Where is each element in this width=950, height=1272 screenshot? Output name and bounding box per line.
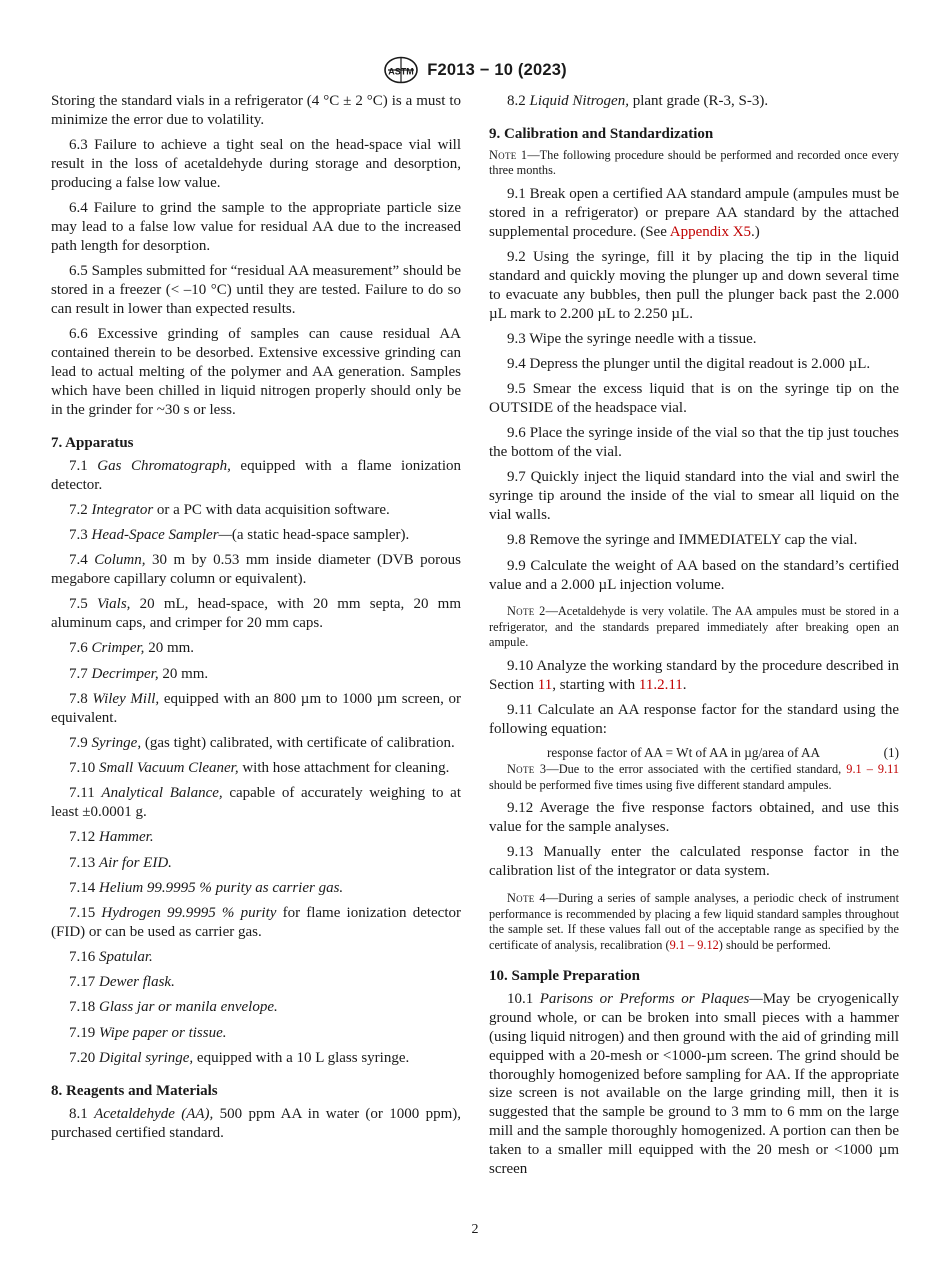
item-term: Spatular. — [99, 949, 153, 966]
item-term: Head-Space Sampler— — [91, 526, 232, 543]
item-description: plant grade (R-3, S-3). — [628, 93, 769, 109]
item-number: 7.7 — [69, 665, 88, 682]
item-term: Hammer. — [99, 829, 154, 846]
paragraph-9-2: 9.2 Using the syringe, fill it by placing the tip in the liquid standard and quickly moving the plunger up and down several time to evacuate any bubbles, then pull the plunger back past the 2.000 µL mark to 2.200 µL to 2.250 µL. — [489, 248, 899, 322]
note-4 — [489, 891, 899, 953]
note-1 — [489, 148, 899, 179]
paragraph-6-2-continued: Storing the standard vials in a refrigerator (4 °C ± 2 °C) is a must to minimize the error due to volatility. — [51, 93, 461, 128]
paragraph-9-9: 9.9 Calculate the weight of AA based on the standard’s certified value and a 2.000 µL injection volume. — [489, 557, 899, 593]
item-term: Helium 99.9995 % purity as carrier gas. — [99, 879, 344, 896]
apparatus-item — [51, 665, 461, 684]
item-number: 7.10 — [69, 760, 96, 777]
item-term: Digital syringe, — [99, 1049, 194, 1066]
item-number: 7.13 — [69, 854, 96, 871]
item-number: 7.9 — [69, 734, 88, 751]
item-description: equipped with a flame ionization detector. — [51, 457, 462, 493]
note-text-end: ) should be performed. — [718, 937, 831, 952]
apparatus-item — [51, 854, 461, 873]
apparatus-item — [51, 457, 461, 495]
item-number: 7.18 — [69, 999, 96, 1016]
section-10-heading: 10. Sample Preparation — [489, 968, 640, 985]
document-id: F2013 − 10 (2023) — [427, 60, 567, 79]
item-term: Glass jar or manila envelope. — [99, 999, 278, 1016]
apparatus-item — [51, 759, 461, 778]
item-term: Gas Chromatograph, — [97, 457, 231, 474]
item-term: Wiley Mill, — [92, 690, 160, 707]
item-description: 20 mm. — [158, 665, 209, 682]
svg-text:ASTM: ASTM — [388, 66, 414, 77]
paragraph-10-1 — [489, 990, 899, 1179]
right-column — [489, 92, 899, 1185]
paragraph-9-10 — [489, 657, 899, 695]
astm-logo-icon — [383, 56, 419, 84]
item-description: equipped with an 800 µm to 1000 µm screen, or equivalent. — [51, 690, 461, 726]
item-description: 30 m by 0.53 mm inside diameter (DVB porous megabore capillary column or equivalent). — [51, 552, 461, 588]
item-description: capable of accurately weighing to at least ±0.0001 g. — [51, 785, 462, 821]
note-2 — [489, 604, 899, 651]
item-term: Hydrogen 99.9995 % purity — [101, 904, 277, 921]
note-label: Note 3 — [507, 762, 547, 777]
paragraph-9-6: 9.6 Place the syringe inside of the vial so that the tip just touches the bottom of the vial. — [489, 425, 899, 461]
note-label: Note 1 — [489, 147, 528, 162]
item-number: 7.15 — [69, 904, 96, 921]
item-term: Air for EID. — [99, 854, 172, 871]
section-11-link[interactable]: 11 — [537, 676, 553, 693]
apparatus-item — [51, 595, 461, 633]
paragraph-text-mid: , starting with — [552, 676, 639, 693]
note-text: —The following procedure should be performed and recorded once every three months. — [489, 147, 899, 178]
paragraph-6-6: 6.6 Excessive grinding of samples can cause residual AA contained therein to be desorbed. Extensive excessive grinding can lead to actual melting of the polymer and AA generation. Samples which have been chilled in liquid nitrogen properly should only be in the grinder for ~30 s or less. — [51, 326, 461, 418]
paragraph-text: 9.1 Break open a certified AA standard ampule (ampules must be stored in a refrigerator) or prepare AA standard by the attached supplemental procedure. (See — [489, 185, 899, 240]
item-description: equipped with a 10 L glass syringe. — [193, 1049, 410, 1066]
apparatus-item — [51, 904, 461, 942]
item-number: 7.11 — [69, 785, 95, 802]
item-number: 7.2 — [69, 501, 88, 518]
item-number: 7.4 — [69, 552, 88, 569]
apparatus-item — [51, 526, 461, 545]
item-term: Dewer flask. — [99, 974, 175, 991]
section-8-heading: 8. Reagents and Materials — [51, 1082, 218, 1099]
paragraph-6-4: 6.4 Failure to grind the sample to the appropriate particle size may lead to a false low value for residual AA due to the increased path length for desorption. — [51, 200, 461, 254]
item-number: 7.8 — [69, 690, 88, 707]
apparatus-item — [51, 690, 461, 728]
item-number: 7.14 — [69, 879, 96, 896]
note-text: —Due to the error associated with the certified standard, — [546, 762, 847, 777]
range-9-1-9-12-link[interactable]: 9.1 – 9.12 — [669, 937, 719, 952]
paragraph-9-1 — [489, 185, 899, 242]
apparatus-item — [51, 1024, 461, 1043]
equation-number: (1) — [883, 745, 899, 761]
apparatus-item — [51, 828, 461, 847]
equation-1 — [489, 745, 899, 761]
item-term: Wipe paper or tissue. — [99, 1024, 227, 1041]
note-label: Note 2 — [507, 604, 546, 619]
item-description: (gas tight) calibrated, with certificate of calibration. — [141, 734, 455, 751]
item-term: Crimper, — [91, 640, 145, 657]
item-term: Small Vacuum Cleaner, — [99, 760, 239, 777]
item-number: 7.16 — [69, 949, 96, 966]
appendix-x5-link[interactable]: Appendix X5 — [669, 223, 752, 240]
section-11-2-11-link[interactable]: 11.2.11 — [638, 676, 683, 693]
item-number: 7.3 — [69, 526, 88, 543]
item-term: Acetaldehyde (AA), — [94, 1105, 214, 1122]
apparatus-item — [51, 501, 461, 520]
note-label: Note 4 — [507, 891, 546, 906]
paragraph-9-5: 9.5 Smear the excess liquid that is on the syringe tip on the OUTSIDE of the headspace vial. — [489, 381, 899, 417]
note-text: —Acetaldehyde is very volatile. The AA ampules must be stored in a refrigerator, and the standards prepared immediately after breaking open an ampule. — [489, 604, 900, 650]
item-term: Syringe, — [91, 734, 142, 751]
item-description: for flame ionization detector (FID) or can be used as carrier gas. — [51, 904, 461, 940]
apparatus-item — [51, 879, 461, 898]
item-number: 10.1 — [507, 990, 534, 1007]
apparatus-item — [51, 551, 461, 589]
item-term: Liquid Nitrogen, — [529, 93, 629, 109]
item-term: Column, — [94, 552, 146, 569]
paragraph-text: 9.10 Analyze the working standard by the procedure described in Section — [489, 657, 899, 693]
apparatus-item — [51, 639, 461, 658]
note-3 — [489, 762, 899, 793]
item-number: 7.5 — [69, 596, 88, 613]
paragraph-8-1 — [51, 1105, 461, 1143]
page-number: 2 — [471, 1222, 479, 1237]
item-number: 7.6 — [69, 640, 88, 657]
item-description: with hose attachment for cleaning. — [238, 760, 450, 777]
note-text-end: should be performed five times using five different standard ampules. — [489, 777, 832, 792]
item-number: 7.1 — [69, 457, 88, 474]
paragraph-9-3: 9.3 Wipe the syringe needle with a tissue. — [507, 330, 757, 347]
page-header — [0, 56, 950, 84]
item-number: 8.2 — [507, 93, 526, 109]
item-description: 500 ppm AA in water (or 1000 ppm), purchased certified standard. — [51, 1105, 462, 1141]
item-description: (a static head-space sampler). — [231, 526, 410, 543]
item-number: 7.12 — [69, 829, 96, 846]
item-number: 7.19 — [69, 1024, 96, 1041]
apparatus-item — [51, 734, 461, 753]
paragraph-9-7: 9.7 Quickly inject the liquid standard into the vial and swirl the syringe tip around the inside of the vial to smear all liquid on the vial walls. — [489, 469, 899, 524]
item-number: 7.20 — [69, 1049, 96, 1066]
item-term: Integrator — [91, 501, 154, 518]
item-number: 8.1 — [69, 1105, 88, 1122]
paragraph-text-end: .) — [751, 223, 760, 240]
item-description: or a PC with data acquisition software. — [153, 501, 390, 518]
item-description: 20 mL, head-space, with 20 mm septa, 20 mm aluminum caps, and crimper for 20 mm caps. — [51, 596, 462, 632]
note-text: —During a series of sample analyses, a periodic check of instrument performance is recommended by placing a few liquid standard samples throughout the sample set. If these values fall out of the acceptable range as specified by the certificate of analysis, recalibration ( — [489, 891, 899, 952]
apparatus-item — [51, 784, 461, 822]
item-term: Analytical Balance, — [101, 785, 223, 802]
range-9-1-9-11-link[interactable]: 9.1 – 9.11 — [846, 762, 899, 777]
paragraph-9-13: 9.13 Manually enter the calculated response factor in the calibration list of the integrator or data system. — [489, 844, 899, 880]
apparatus-item — [51, 998, 461, 1017]
section-7-heading: 7. Apparatus — [51, 434, 134, 451]
paragraph-9-8: 9.8 Remove the syringe and IMMEDIATELY cap the vial. — [507, 532, 858, 549]
item-term: Parisons or Preforms or Plaques— — [539, 990, 763, 1007]
paragraph-8-2 — [489, 92, 899, 111]
item-term: Vials, — [96, 596, 131, 613]
paragraph-9-11: 9.11 Calculate an AA response factor for the standard using the following equation: — [489, 702, 899, 737]
paragraph-9-4: 9.4 Depress the plunger until the digital readout is 2.000 µL. — [507, 355, 871, 372]
paragraph-text-end: . — [682, 676, 687, 693]
section-9-heading: 9. Calibration and Standardization — [489, 125, 714, 142]
paragraph-9-12: 9.12 Average the five response factors obtained, and use this value for the sample analyses. — [489, 800, 899, 836]
apparatus-item — [51, 948, 461, 967]
item-number: 7.17 — [69, 974, 96, 991]
left-column — [51, 92, 461, 1149]
item-description: 20 mm. — [144, 640, 195, 657]
apparatus-list — [51, 457, 461, 1068]
apparatus-item — [51, 1049, 461, 1068]
paragraph-6-3: 6.3 Failure to achieve a tight seal on the head-space vial will result in the loss of acetaldehyde during storage and desorption, producing a false low value. — [51, 137, 461, 191]
equation-text: response factor of AA = Wt of AA in µg/area of AA — [547, 745, 820, 761]
item-term: Decrimper, — [91, 665, 159, 682]
apparatus-item — [51, 973, 461, 992]
paragraph-6-5: 6.5 Samples submitted for “residual AA measurement” should be stored in a freezer (< –10 °C) until they are tested. Failure to do so can result in lower than expected results. — [51, 263, 461, 317]
item-description: May be cryogenically ground whole, or can be broken into small pieces with a hammer (using liquid nitrogen) and then ground with the aid of grinding mill equipped with a 20-mesh or <1000-µm screen. The grind should be thoroughly homogenized before sampling for AA. If the appropriate size screen is not available on the large grinding mill, then it is suggested that the sample be ground to 3 mm to 6 mm on the large mill and the sample thoroughly homogenized. A portion can then be taken to a smaller mill equipped with the 20 mesh or <1000 µm screen — [489, 990, 899, 1178]
